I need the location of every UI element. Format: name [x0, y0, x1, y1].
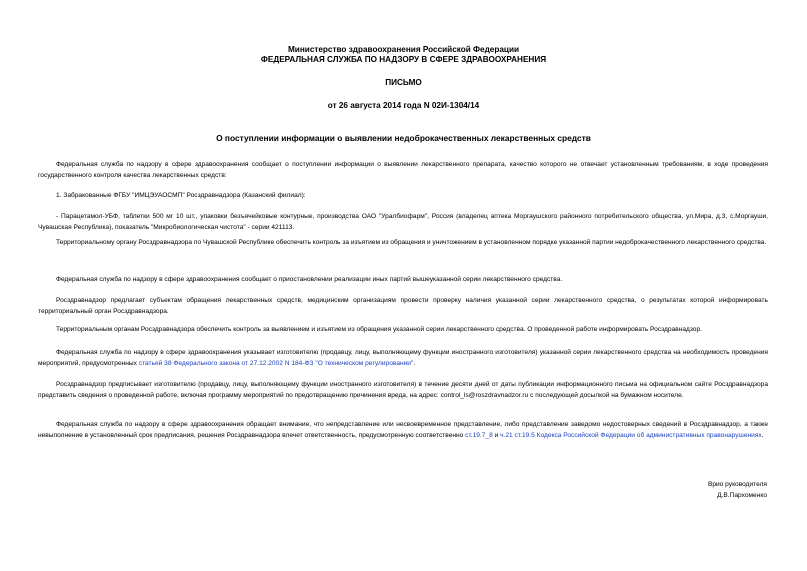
paragraph-6: Росздравнадзор предлагает субъектам обращения лекарственных средств, медицинским организациям провести проверку наличия указанной серии лекарственного средства, о результатах которой информировать территориальный орган Росздравнадзора.	[38, 297, 768, 315]
paragraph-10-mid: и	[492, 431, 501, 439]
paragraph-prescription	[38, 380, 768, 401]
paragraph-7: Территориальным органам Росздравнадзора обеспечить контроль за выявлением и изъятием из обращения указанной серии лекарственного средства. О проведенной работе информировать Росздравнадзор.	[56, 326, 702, 333]
paragraph-check-offer	[38, 296, 768, 317]
signature-title: Врио руководителя	[707, 481, 767, 488]
doc-type-heading: ПИСЬМО	[385, 78, 422, 87]
paragraph-1: Федеральная служба по надзору в сфере здравоохранения сообщает о поступлении информации о выявлении лекарственного препарата, качество которого не отвечает установленным требованиям, в ходе проведения государственного контроля качества лекарственных средств:	[38, 161, 768, 179]
paragraph-2: 1. Забракованные ФГБУ "ИМЦЭУАОСМП" Росздравнадзора (Казанский филиал):	[56, 192, 306, 199]
paragraph-suspension	[38, 275, 768, 286]
paragraph-8-end: .	[413, 359, 416, 367]
paragraph-10	[38, 420, 768, 441]
paragraph-product	[38, 212, 768, 233]
paragraph-4: Территориальному органу Росздравнадзора по Чувашской Республике обеспечить контроль за изъятием из обращения и уничтожением в установленном порядке указанной партии недоброкачественного лекарственного средства.	[56, 239, 767, 246]
paragraph-3: - Парацетамол-УБФ, таблетки 500 мг 10 шт., упаковки безъячейковые контурные, производства ОАО "Уралбиофарм", Россия (владелец аптека Моргаушского районного потребительского общества, ул.Мира, д.3, с.Моргауши, Чувашская Республика), показатель "Микробиологическая чистота" - серии 421113.	[38, 213, 768, 231]
paragraph-8-text: Федеральная служба по надзору в сфере здравоохранения указывает изготовителю (продавцу, лицу, выполняющему функции иностранного изготовителя) указанной серии лекарственного средства на необходимость проведения мероприятий, предусмотренных	[38, 349, 768, 367]
paragraph-8	[38, 348, 768, 369]
signature-block	[708, 480, 767, 501]
paragraph-5: Федеральная служба по надзору в сфере здравоохранения сообщает о приостановлении реализации иных партий вышеуказанной серии лекарственного средства.	[56, 276, 563, 283]
paragraph-10-text: Федеральная служба по надзору в сфере здравоохранения обращает внимание, что непредставление или несвоевременное представление, либо представление заведомо недостоверных сведений в Росздравнадзор, а также невыполнение в установленный срок предписания, решения Росздравнадзора влечет ответственность, предусмотренную соответственно	[38, 421, 768, 439]
subject-heading: О поступлении информации о выявлении недоброкачественных лекарственных средств	[216, 133, 591, 143]
date-number-heading: от 26 августа 2014 года N 02И-1304/14	[327, 101, 480, 110]
article-19-7-8-link[interactable]: ст.19.7_8	[465, 431, 493, 439]
paragraph-10-end: .	[761, 431, 764, 439]
paragraph-intro	[38, 160, 768, 181]
paragraph-liability	[38, 420, 768, 441]
paragraph-territorial-chuvash	[38, 238, 768, 249]
article-19-5-link[interactable]: ч.21 ст.19.5 Кодекса Российской Федерации об административных правонарушениях	[500, 431, 762, 439]
paragraph-rejected	[38, 191, 768, 202]
paragraph-9: Росздравнадзор предписывает изготовителю (продавцу, лицу, выполняющему функции иностранного изготовителя) в течение десяти дней от даты публикации информационного письма на официальном сайте Росздравнадзора представить сведения о проведенной работе, включая программу мероприятий по предотвращению причинения вреда, на адрес: control_ls@roszdravnadzor.ru с последующей досылкой на бумажном носителе.	[38, 381, 768, 399]
service-heading: ФЕДЕРАЛЬНАЯ СЛУЖБА ПО НАДЗОРУ В СФЕРЕ ЗДРАВООХРАНЕНИЯ	[260, 55, 547, 64]
law-38-link[interactable]: статьей 38 Федерального закона от 27.12.2002 N 184-ФЗ "О техническом регулировании"	[138, 359, 414, 367]
paragraph-territorial-control	[38, 325, 768, 336]
signature-name: Д.В.Пархоменко	[717, 491, 767, 499]
paragraph-manufacturer	[38, 348, 768, 369]
ministry-heading: Министерство здравоохранения Российской Федерации	[287, 45, 520, 54]
